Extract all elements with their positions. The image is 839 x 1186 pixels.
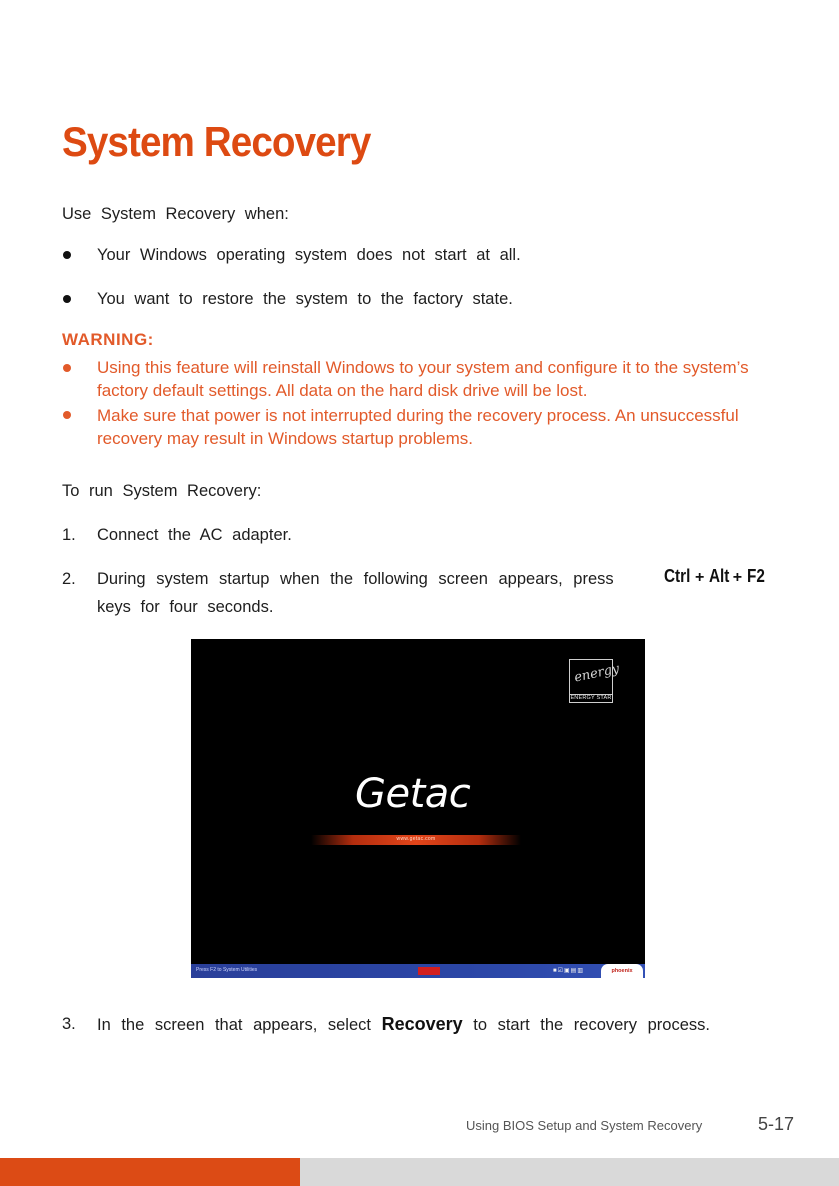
getac-logo: Getac [355,771,471,817]
recovery-label: Recovery [381,1014,463,1034]
boot-screen-image [191,639,645,978]
page-number: 5-17 [758,1114,795,1134]
key-combo [664,566,768,587]
energy-star-swirl: energy [572,661,621,686]
boot-progress-bar [418,967,440,975]
footer-bar-gray [300,1158,839,1186]
key-plus-2: + [732,569,743,586]
url-bar [311,835,521,845]
step-3-line [97,1013,710,1036]
bullet-dot-1 [63,251,71,259]
bullet-dot-2 [63,295,71,303]
key-f2: F2 [746,566,765,586]
url-text: www.getac.com [396,836,436,842]
page-title: System Recovery [62,118,371,165]
boot-status-text: Press F2 to System Utilities [196,967,258,973]
run-intro-text: To run System Recovery: [62,482,262,500]
key-alt: Alt [708,566,730,586]
phoenix-logo: phoenix [601,964,643,978]
warning-dot-2 [63,411,71,419]
boot-status-bar [191,964,645,978]
key-plus-1: + [695,569,705,586]
footer-section-title: Using BIOS Setup and System Recovery [466,1118,703,1133]
bullet-item-1: Your Windows operating system does not start at all. [97,246,521,264]
key-ctrl: Ctrl [664,566,691,586]
warning-item-2: Make sure that power is not interrupted during the recovery process. An unsuccessful recovery may result in Windows startup problems. [97,406,739,448]
step-2-text: During system startup when the following screen appears, press [97,570,614,588]
footer-bar-orange [0,1158,300,1186]
warning-dot-1 [63,364,71,372]
step-2-number: 2. [62,570,76,588]
step-1-number: 1. [62,526,76,544]
intro-text: Use System Recovery when: [62,205,289,223]
tray-icons: ■☑▣▤▥ [553,968,585,974]
step-3-text-after: to start the recovery process. [473,1016,710,1034]
energy-star-logo [569,659,621,703]
bullet-item-2: You want to restore the system to the factory state. [97,290,513,308]
step-1-text: Connect the AC adapter. [97,526,292,544]
warning-item-1: Using this feature will reinstall Windows to your system and configure it to the system’s factory default settings. All data on the hard disk drive will be lost. [97,358,749,400]
step-3-text-before: In the screen that appears, select [97,1016,371,1034]
step-2-line2: keys for four seconds. [97,598,274,616]
warning-heading: WARNING: [62,330,154,349]
step-3-number: 3. [62,1015,76,1033]
energy-star-label: ENERGY STAR [570,695,612,701]
